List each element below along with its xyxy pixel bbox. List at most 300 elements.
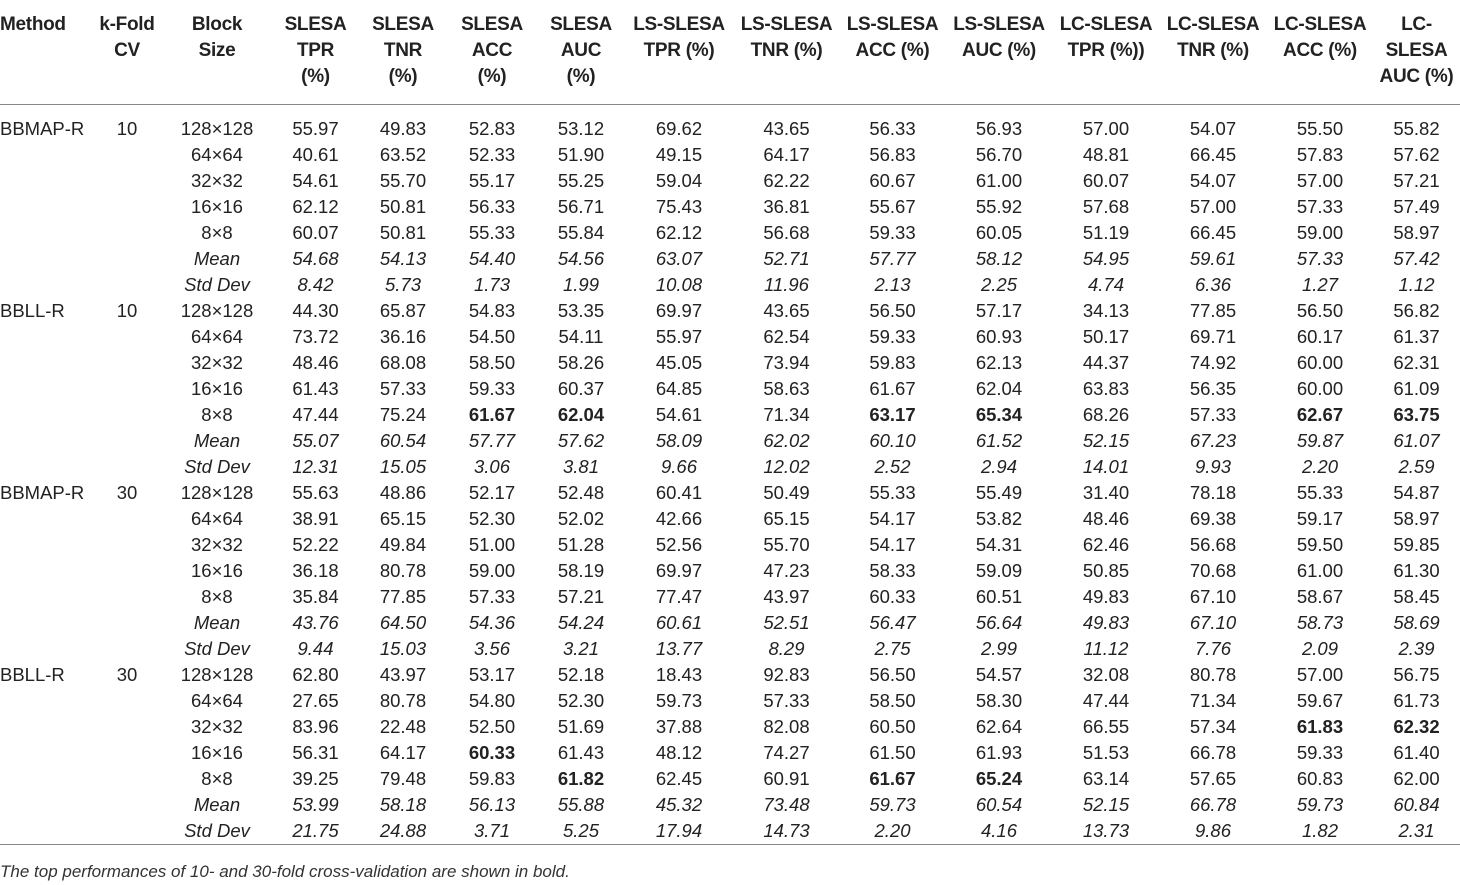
value-cell: 43.97: [763, 586, 810, 607]
value-cell: 59.73: [655, 690, 703, 711]
value-cell: 61.67: [869, 768, 916, 789]
value-cell: 60.51: [975, 586, 1023, 607]
column-header-line: Size: [198, 40, 236, 61]
value-cell: 53.99: [292, 794, 339, 815]
kfold-cell: [92, 168, 162, 194]
kfold-cell: [92, 766, 162, 792]
value-cell: 61.67: [468, 404, 516, 425]
block-size-cell: Mean: [193, 248, 241, 269]
value-cell: 62.46: [1082, 534, 1130, 555]
kfold-cell: [92, 506, 162, 532]
value-cell: 10.08: [655, 274, 703, 295]
value-cell: 63.07: [655, 248, 703, 269]
block-size-cell: 64×64: [191, 326, 243, 347]
column-header-line: Block: [191, 14, 243, 35]
column-header-line: SLESA: [461, 14, 523, 35]
column-header-line: TPR: [296, 40, 335, 61]
column-header-line: LS-SLESA: [740, 14, 833, 35]
value-cell: 57.33: [1296, 248, 1344, 269]
block-size-cell: 16×16: [191, 560, 243, 581]
value-cell: 71.34: [1189, 690, 1237, 711]
value-cell: 61.73: [1393, 690, 1440, 711]
table-footnote: The top performances of 10- and 30-fold cross-validation are shown in bold.: [0, 862, 570, 881]
value-cell: 57.21: [1393, 170, 1440, 191]
value-cell: 51.53: [1082, 742, 1130, 763]
column-header-line: (%): [477, 66, 507, 87]
column-header: [359, 0, 447, 104]
method-cell: [0, 792, 92, 818]
value-cell: 52.50: [468, 716, 516, 737]
value-cell: 54.80: [468, 690, 516, 711]
value-cell: 58.50: [468, 352, 516, 373]
value-cell: 55.25: [557, 170, 605, 191]
table-row: [0, 272, 1460, 298]
kfold-cell: 10: [116, 118, 138, 139]
column-header-line: TNR (%): [750, 40, 823, 61]
method-cell: [0, 350, 92, 376]
kfold-cell: [92, 246, 162, 272]
value-cell: 53.35: [557, 300, 605, 321]
value-cell: 48.12: [655, 742, 703, 763]
value-cell: 63.83: [1082, 378, 1130, 399]
value-cell: 4.16: [945, 818, 1053, 845]
value-cell: 54.11: [558, 326, 604, 347]
block-size-cell: Mean: [193, 794, 241, 815]
value-cell: 59.33: [869, 222, 916, 243]
value-cell: 62.32: [1393, 716, 1440, 737]
value-cell: 52.51: [763, 612, 810, 633]
value-cell: 44.37: [1082, 352, 1130, 373]
value-cell: 69.97: [655, 560, 703, 581]
value-cell: 61.37: [1393, 326, 1440, 347]
value-cell: 51.28: [557, 534, 605, 555]
value-cell: 44.30: [292, 300, 339, 321]
value-cell: 59.85: [1393, 534, 1440, 555]
value-cell: 75.43: [655, 196, 703, 217]
value-cell: 57.33: [379, 378, 427, 399]
table-row: [0, 636, 1460, 662]
value-cell: 54.61: [292, 170, 339, 191]
block-size-cell: 128×128: [180, 664, 254, 685]
method-cell: [0, 272, 92, 298]
value-cell: 56.83: [869, 144, 916, 165]
value-cell: 1.73: [473, 274, 510, 295]
table-row: [0, 116, 1460, 142]
kfold-cell: [92, 194, 162, 220]
value-cell: 52.22: [292, 534, 339, 555]
method-cell: BBMAP-R: [0, 482, 85, 503]
value-cell: 36.16: [379, 326, 427, 347]
value-cell: 55.67: [869, 196, 916, 217]
value-cell: 62.00: [1393, 768, 1440, 789]
block-size-cell: 16×16: [191, 742, 243, 763]
table-row: [0, 142, 1460, 168]
value-cell: 51.00: [468, 534, 516, 555]
kfold-cell: [92, 376, 162, 402]
column-header: [162, 0, 272, 104]
value-cell: 53.17: [468, 664, 516, 685]
column-header: [1159, 0, 1267, 104]
table-row: [0, 402, 1460, 428]
value-cell: 56.35: [1189, 378, 1237, 399]
kfold-cell: [92, 532, 162, 558]
value-cell: 2.20: [1301, 456, 1338, 477]
column-header-line: (%): [566, 66, 596, 87]
value-cell: 54.68: [292, 248, 339, 269]
value-cell: 59.83: [869, 352, 916, 373]
value-cell: 2.09: [1301, 638, 1338, 659]
table-header: [0, 0, 1460, 104]
value-cell: 60.93: [975, 326, 1023, 347]
value-cell: 18.43: [655, 664, 703, 685]
value-cell: 58.50: [869, 690, 916, 711]
value-cell: 60.50: [869, 716, 916, 737]
column-header: [733, 0, 840, 104]
value-cell: 61.07: [1393, 430, 1440, 451]
value-cell: 40.61: [292, 144, 339, 165]
value-cell: 60.10: [869, 430, 916, 451]
value-cell: 55.97: [655, 326, 703, 347]
column-header-line: LC-SLESA: [1273, 14, 1367, 35]
kfold-cell: [92, 558, 162, 584]
value-cell: 31.40: [1082, 482, 1130, 503]
value-cell: 51.19: [1082, 222, 1130, 243]
block-size-cell: 16×16: [191, 378, 243, 399]
value-cell: 73.48: [763, 794, 810, 815]
column-header-line: AUC: [560, 40, 602, 61]
value-cell: 66.78: [1189, 742, 1237, 763]
column-header-line: CV: [114, 40, 140, 61]
value-cell: 54.07: [1189, 170, 1237, 191]
value-cell: 80.78: [379, 560, 427, 581]
table-row: [0, 610, 1460, 636]
column-header-line: TPR (%)): [1067, 40, 1145, 61]
value-cell: 2.31: [1373, 818, 1460, 845]
method-cell: [0, 324, 92, 350]
column-header-line: AUC (%): [962, 40, 1036, 61]
block-size-cell: 64×64: [191, 508, 243, 529]
block-size-cell: 128×128: [180, 482, 254, 503]
value-cell: 62.12: [655, 222, 703, 243]
value-cell: 61.52: [975, 430, 1023, 451]
value-cell: 54.87: [1393, 482, 1440, 503]
value-cell: 66.78: [1189, 794, 1237, 815]
value-cell: 51.69: [557, 716, 605, 737]
table-row: [0, 324, 1460, 350]
value-cell: 61.00: [975, 170, 1023, 191]
value-cell: 59.09: [975, 560, 1023, 581]
table-row: [0, 454, 1460, 480]
value-cell: 77.85: [1189, 300, 1237, 321]
value-cell: 17.94: [625, 818, 733, 845]
block-size-cell: 32×32: [191, 352, 243, 373]
value-cell: 73.72: [292, 326, 339, 347]
value-cell: 52.17: [468, 482, 516, 503]
value-cell: 56.68: [1189, 534, 1237, 555]
value-cell: 92.83: [763, 664, 810, 685]
value-cell: 78.18: [1189, 482, 1237, 503]
column-header-line: (%): [301, 66, 330, 87]
value-cell: 77.85: [379, 586, 427, 607]
value-cell: 58.97: [1393, 222, 1440, 243]
value-cell: 60.05: [975, 222, 1023, 243]
value-cell: 62.04: [975, 378, 1023, 399]
block-size-cell: 64×64: [191, 144, 243, 165]
method-cell: [0, 610, 92, 636]
value-cell: 60.37: [557, 378, 605, 399]
value-cell: 60.33: [869, 586, 916, 607]
value-cell: 62.45: [655, 768, 703, 789]
value-cell: 61.43: [292, 378, 339, 399]
value-cell: 56.31: [292, 742, 339, 763]
value-cell: 80.78: [1189, 664, 1237, 685]
method-cell: [0, 558, 92, 584]
value-cell: 64.17: [379, 742, 427, 763]
column-header-line: LS-SLESA: [846, 14, 939, 35]
column-header: [447, 0, 537, 104]
value-cell: 60.41: [655, 482, 703, 503]
block-size-cell: Std Dev: [162, 818, 272, 845]
column-header-line: ACC (%): [855, 40, 930, 61]
value-cell: 21.75: [272, 818, 359, 845]
method-cell: [0, 818, 92, 845]
value-cell: 38.91: [292, 508, 339, 529]
value-cell: 55.82: [1393, 118, 1440, 139]
table-row: [0, 740, 1460, 766]
value-cell: 60.33: [468, 742, 516, 763]
value-cell: 58.19: [557, 560, 605, 581]
column-header-line: LS-SLESA: [633, 14, 725, 35]
table-row: [0, 376, 1460, 402]
value-cell: 57.21: [557, 586, 605, 607]
block-size-cell: 8×8: [201, 222, 233, 243]
table-row: [0, 792, 1460, 818]
value-cell: 15.03: [379, 638, 427, 659]
value-cell: 59.50: [1296, 534, 1344, 555]
value-cell: 57.00: [1082, 118, 1130, 139]
column-header: [840, 0, 945, 104]
value-cell: 55.92: [975, 196, 1023, 217]
value-cell: 52.33: [468, 144, 516, 165]
value-cell: 55.07: [292, 430, 339, 451]
value-cell: 61.50: [869, 742, 916, 763]
method-cell: [0, 688, 92, 714]
column-header: [1373, 0, 1460, 104]
column-header: [537, 0, 625, 104]
value-cell: 54.95: [1082, 248, 1130, 269]
value-cell: 55.88: [557, 794, 605, 815]
block-size-cell: 8×8: [201, 586, 233, 607]
value-cell: 54.17: [869, 534, 916, 555]
value-cell: 54.13: [379, 248, 427, 269]
value-cell: 52.56: [655, 534, 703, 555]
value-cell: 4.74: [1087, 274, 1124, 295]
value-cell: 2.25: [980, 274, 1017, 295]
value-cell: 69.97: [655, 300, 703, 321]
kfold-cell: [92, 454, 162, 480]
value-cell: 55.70: [763, 534, 810, 555]
value-cell: 34.13: [1082, 300, 1130, 321]
value-cell: 58.73: [1296, 612, 1344, 633]
value-cell: 24.88: [359, 818, 447, 845]
value-cell: 50.17: [1082, 326, 1130, 347]
table-body: [0, 104, 1460, 845]
value-cell: 68.26: [1082, 404, 1130, 425]
block-size-cell: 16×16: [191, 196, 243, 217]
method-cell: [0, 428, 92, 454]
value-cell: 43.76: [292, 612, 339, 633]
value-cell: 12.02: [763, 456, 810, 477]
value-cell: 2.39: [1398, 638, 1435, 659]
block-size-cell: Std Dev: [184, 638, 250, 659]
value-cell: 55.17: [468, 170, 516, 191]
value-cell: 11.96: [764, 274, 809, 295]
table-row: [0, 168, 1460, 194]
value-cell: 47.44: [292, 404, 339, 425]
value-cell: 43.97: [379, 664, 427, 685]
value-cell: 60.54: [975, 794, 1023, 815]
column-header-line: ACC: [471, 40, 513, 61]
value-cell: 50.81: [379, 222, 427, 243]
value-cell: 52.71: [763, 248, 810, 269]
value-cell: 9.86: [1159, 818, 1267, 845]
method-cell: [0, 220, 92, 246]
value-cell: 59.83: [468, 768, 516, 789]
value-cell: 74.27: [763, 742, 810, 763]
value-cell: 11.12: [1083, 638, 1129, 659]
value-cell: 59.33: [869, 326, 916, 347]
method-cell: BBMAP-R: [0, 118, 85, 139]
value-cell: 52.83: [468, 118, 516, 139]
value-cell: 57.49: [1393, 196, 1440, 217]
value-cell: 1.82: [1267, 818, 1373, 845]
kfold-cell: [92, 610, 162, 636]
value-cell: 57.33: [1189, 404, 1237, 425]
method-cell: [0, 506, 92, 532]
value-cell: 62.64: [975, 716, 1023, 737]
value-cell: 13.77: [655, 638, 703, 659]
column-header-line: LS-SLESA: [953, 14, 1045, 35]
value-cell: 52.15: [1082, 430, 1130, 451]
value-cell: 48.81: [1082, 144, 1130, 165]
value-cell: 59.73: [1296, 794, 1344, 815]
table-row: [0, 194, 1460, 220]
column-header-line: AUC (%): [1379, 66, 1454, 87]
column-header-line: SLESA: [284, 14, 347, 35]
column-header-line: (%): [388, 66, 418, 87]
block-size-cell: 8×8: [201, 404, 233, 425]
value-cell: 65.15: [379, 508, 427, 529]
value-cell: 45.32: [655, 794, 703, 815]
value-cell: 2.94: [980, 456, 1017, 477]
value-cell: 65.15: [763, 508, 810, 529]
value-cell: 5.73: [384, 274, 421, 295]
value-cell: 9.66: [660, 456, 697, 477]
value-cell: 63.52: [379, 144, 427, 165]
value-cell: 73.94: [763, 352, 810, 373]
value-cell: 58.26: [557, 352, 605, 373]
value-cell: 48.46: [1082, 508, 1130, 529]
value-cell: 54.50: [468, 326, 516, 347]
table-row: [0, 766, 1460, 792]
value-cell: 66.45: [1189, 222, 1237, 243]
value-cell: 37.88: [655, 716, 703, 737]
value-cell: 80.78: [379, 690, 427, 711]
method-cell: [0, 740, 92, 766]
value-cell: 55.63: [292, 482, 339, 503]
method-cell: [0, 766, 92, 792]
block-size-cell: Mean: [193, 612, 241, 633]
block-size-cell: 32×32: [191, 716, 243, 737]
value-cell: 52.30: [557, 690, 605, 711]
value-cell: 65.87: [379, 300, 427, 321]
value-cell: 57.62: [557, 430, 605, 451]
value-cell: 54.83: [468, 300, 516, 321]
method-cell: [0, 402, 92, 428]
value-cell: 56.82: [1393, 300, 1440, 321]
value-cell: 57.34: [1189, 716, 1237, 737]
value-cell: 56.71: [557, 196, 605, 217]
column-header-line: LC-SLESA: [1166, 14, 1260, 35]
kfold-cell: [92, 350, 162, 376]
block-size-cell: Std Dev: [184, 456, 250, 477]
value-cell: 56.13: [468, 794, 516, 815]
value-cell: 47.23: [763, 560, 810, 581]
value-cell: 57.17: [975, 300, 1023, 321]
method-cell: [0, 454, 92, 480]
value-cell: 50.85: [1082, 560, 1130, 581]
value-cell: 62.67: [1296, 404, 1344, 425]
table-row: [0, 688, 1460, 714]
value-cell: 53.82: [975, 508, 1023, 529]
value-cell: 63.14: [1082, 768, 1130, 789]
kfold-cell: [92, 636, 162, 662]
value-cell: 57.00: [1189, 196, 1237, 217]
value-cell: 3.21: [562, 638, 599, 659]
value-cell: 3.56: [473, 638, 510, 659]
value-cell: 62.80: [292, 664, 339, 685]
value-cell: 59.33: [1296, 742, 1344, 763]
kfold-cell: [92, 272, 162, 298]
value-cell: 49.83: [379, 118, 427, 139]
value-cell: 60.61: [655, 612, 703, 633]
value-cell: 13.73: [1053, 818, 1159, 845]
value-cell: 57.65: [1189, 768, 1237, 789]
value-cell: 35.84: [292, 586, 339, 607]
value-cell: 62.13: [975, 352, 1023, 373]
column-header: [92, 0, 162, 104]
column-header: [272, 0, 359, 104]
value-cell: 62.54: [763, 326, 810, 347]
value-cell: 65.24: [975, 768, 1023, 789]
value-cell: 55.49: [975, 482, 1023, 503]
value-cell: 67.10: [1189, 586, 1237, 607]
column-header-line: TNR (%): [1177, 40, 1249, 61]
block-size-cell: 64×64: [191, 690, 243, 711]
value-cell: 52.18: [557, 664, 605, 685]
method-cell: [0, 168, 92, 194]
table-row: [0, 506, 1460, 532]
value-cell: 68.08: [379, 352, 427, 373]
value-cell: 54.24: [557, 612, 605, 633]
column-header-line: SLESA: [550, 14, 612, 35]
kfold-cell: 10: [116, 300, 138, 321]
value-cell: 12.31: [292, 456, 339, 477]
value-cell: 59.33: [468, 378, 516, 399]
value-cell: 60.00: [1296, 378, 1344, 399]
value-cell: 54.56: [557, 248, 605, 269]
value-cell: 3.81: [562, 456, 599, 477]
